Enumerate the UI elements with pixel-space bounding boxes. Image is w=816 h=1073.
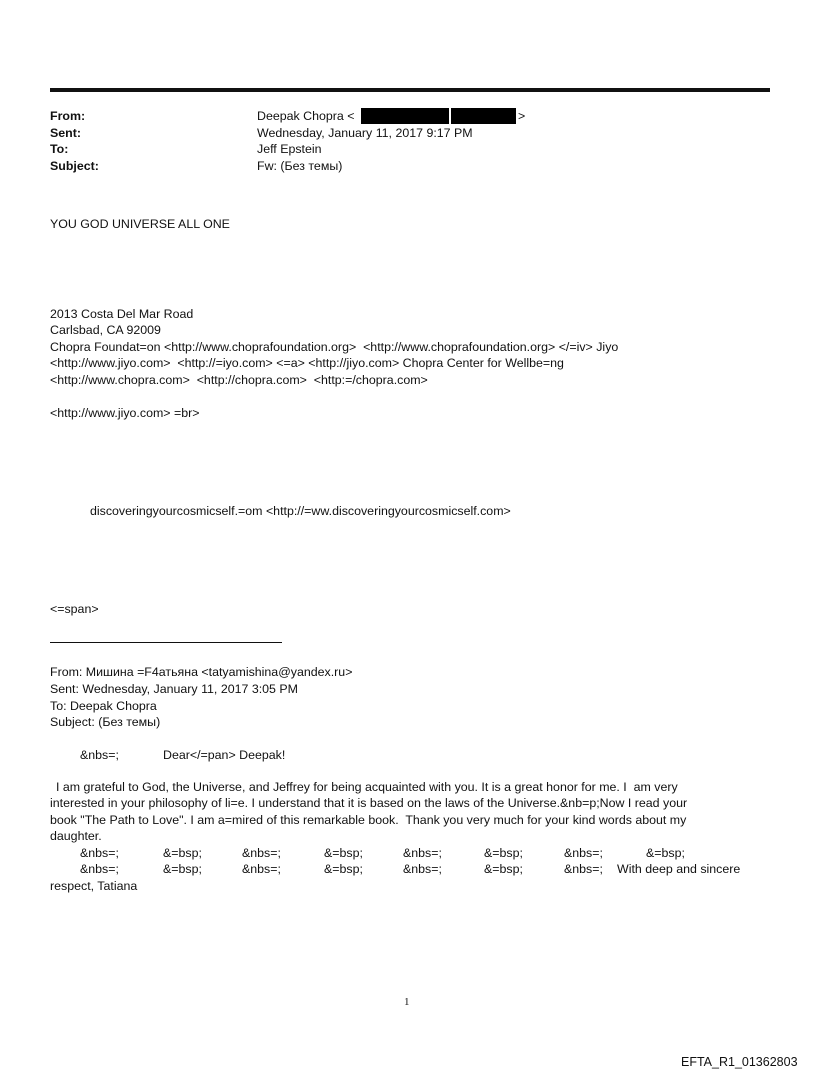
tab-entity: &nbs=; (80, 846, 119, 860)
forward-divider (50, 642, 282, 643)
tab-entity: &nbs=; (564, 846, 603, 860)
from-label: From: (50, 109, 86, 123)
subject-value: Fw: (Без темы) (257, 159, 343, 173)
tab-entity: &nbs=; (403, 846, 442, 860)
tab-entity: &nbs=; (564, 862, 603, 876)
tab-entity: &=bsp; (324, 846, 363, 860)
tab-entity: &nbs=; (80, 862, 119, 876)
address-line: <http://www.chopra.com> <http://chopra.com> <http:=/chopra.com> (50, 373, 428, 387)
sent-value: Wednesday, January 11, 2017 9:17 PM (257, 126, 473, 140)
paragraph-line: I am grateful to God, the Universe, and Jeffrey for being acquainted with you. It is a great honor for me. I am very (56, 780, 678, 794)
address-line: Carlsbad, CA 92009 (50, 323, 161, 337)
headline: YOU GOD UNIVERSE ALL ONE (50, 217, 230, 231)
tab-entity: &=bsp; (484, 862, 523, 876)
tab-entity: &=bsp; (163, 862, 202, 876)
span-line: <=span> (50, 602, 99, 616)
greeting-nbs: &nbs=; (80, 748, 119, 762)
paragraph-line: interested in your philosophy of li=e. I understand that it is based on the laws of the Universe.&nb=p;Now I read your (50, 796, 688, 810)
paragraph-line: daughter. (50, 829, 102, 843)
closing: respect, Tatiana (50, 879, 138, 893)
from-value: Deepak Chopra < (257, 109, 355, 123)
to-label: To: (50, 142, 69, 156)
bates-number: EFTA_R1_01362803 (681, 1055, 798, 1069)
from-value-end: > (518, 109, 526, 123)
tab-entity: &nbs=; (242, 846, 281, 860)
tab-entity: &=bsp; (646, 846, 685, 860)
subject-label: Subject: (50, 159, 99, 173)
tab-entity: &=bsp; (324, 862, 363, 876)
page-number: 1 (404, 996, 410, 1008)
tab-entity: &=bsp; (484, 846, 523, 860)
sent-label: Sent: (50, 126, 81, 140)
address-line: 2013 Costa Del Mar Road (50, 307, 194, 321)
jiyo-br-line: <http://www.jiyo.com> =br> (50, 406, 200, 420)
paragraph-line: book "The Path to Love". I am a=mired of this remarkable book. Thank you very much for your kind words about my (50, 813, 687, 827)
cosmic-self-line: discoveringyourcosmicself.=om <http://=ww.discoveringyourcosmicself.com> (90, 504, 511, 518)
tab-entity: &nbs=; (403, 862, 442, 876)
tab-entity: &=bsp; (163, 846, 202, 860)
redaction-box (451, 108, 516, 124)
forwarded-to: To: Deepak Chopra (50, 699, 157, 713)
tab-entity: &nbs=; (242, 862, 281, 876)
address-line: Chopra Foundat=on <http://www.choprafoundation.org> <http://www.choprafoundation.org> </=iv> Jiyo (50, 340, 619, 354)
to-value: Jeff Epstein (257, 142, 322, 156)
redaction-box (361, 108, 449, 124)
signoff-text: With deep and sincere (617, 862, 741, 876)
forwarded-sent: Sent: Wednesday, January 11, 2017 3:05 PM (50, 682, 298, 696)
forwarded-subject: Subject: (Без темы) (50, 715, 161, 729)
header-top-rule (50, 88, 770, 92)
forwarded-from: From: Мишина =F4атьяна <tatyamishina@yandex.ru> (50, 665, 353, 679)
address-line: <http://www.jiyo.com> <http://=iyo.com> <=a> <http://jiyo.com> Chopra Center for Wellbe=ng (50, 356, 564, 370)
greeting: Dear</=pan> Deepak! (163, 748, 286, 762)
